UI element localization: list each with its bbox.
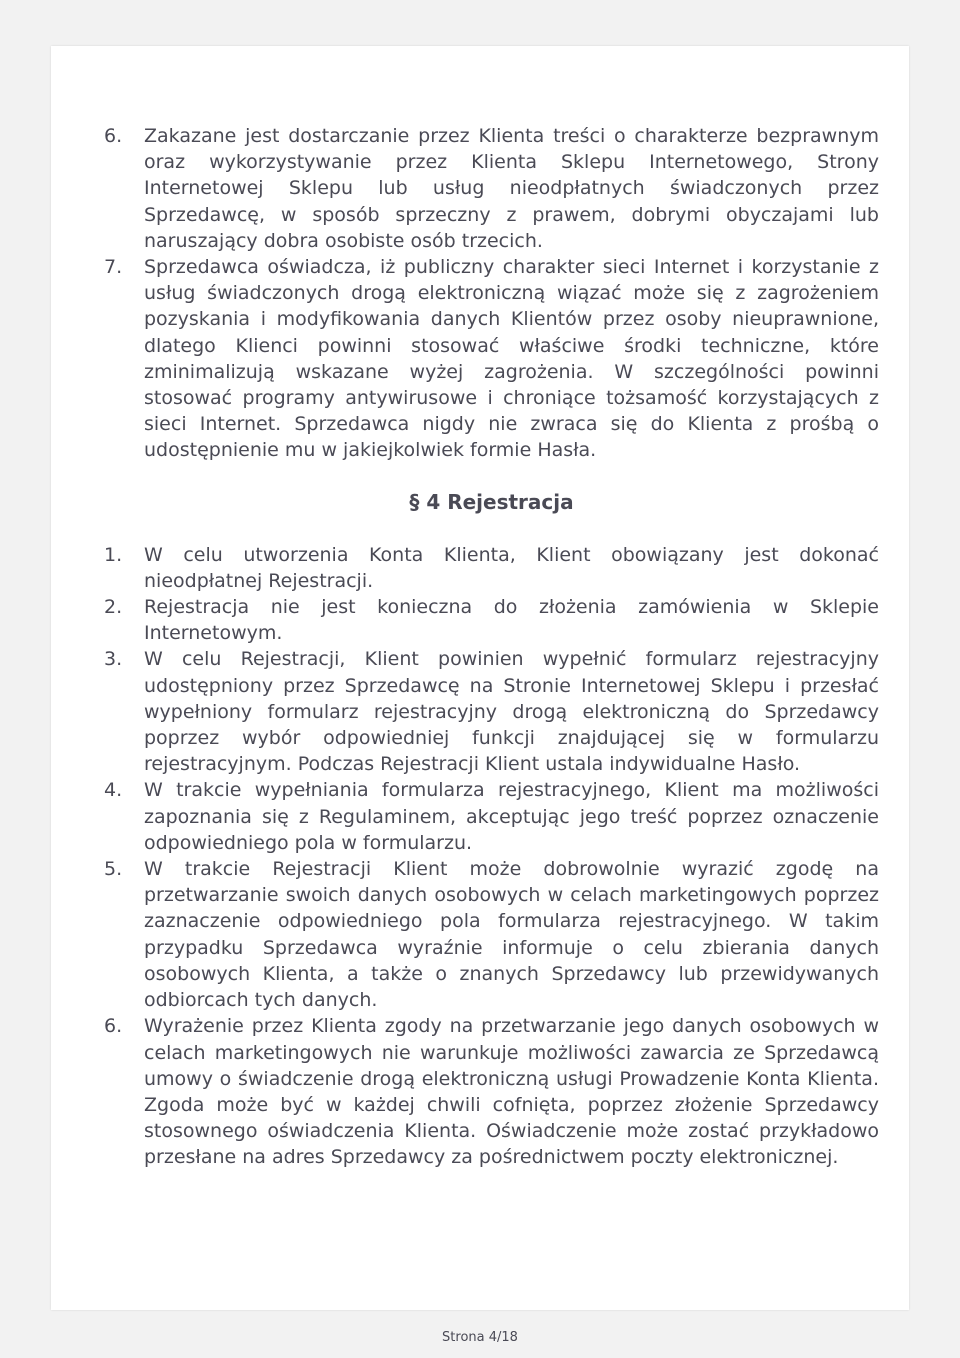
item-text: Sprzedawca oświadcza, iż publiczny charakter sieci Internet i korzystanie z usług świadczonych drogą elektroniczną wiązać może się z zagrożeniem pozyskania i modyfikowania danych Klientów przez osoby nieuprawnione, dlatego Klienci powinni stosować właściwe środki techniczne, które zminimalizują wskazane wyżej zagrożenia. W szczególności powinni stosować programy antywirusowe i chroniące tożsamość korzystających z sieci Internet. Sprzedawca nigdy nie zwraca się do Klienta z prośbą o udostępnienie mu w jakiejkolwiek formie Hasła. bbox=[144, 256, 879, 462]
section-heading: § 4 Rejestracja bbox=[409, 489, 574, 514]
item-text: W trakcie Rejestracji Klient może dobrowolnie wyrazić zgodę na przetwarzanie swoich danych osobowych w celach marketingowych poprzez zaznaczenie odpowiedniego pola formularza rejestracyjnego. W takim przypadku Sprzedawca wyraźnie informuje o celu zbierania danych osobowych Klienta, a także o znanych Sprzedawcy lub przewidywanych odbiorcach tych danych. bbox=[144, 858, 879, 1012]
list-item bbox=[104, 777, 879, 856]
item-number: 7. bbox=[104, 256, 123, 279]
list-item bbox=[104, 254, 879, 464]
item-number: 5. bbox=[104, 858, 123, 881]
item-text: Wyrażenie przez Klienta zgody na przetwarzanie jego danych osobowych w celach marketingowych nie warunkuje możliwości zawarcia ze Sprzedawcą umowy o świadczenie drogą elektroniczną usługi Prowadzenie Konta Klienta. Zgoda może być w każdej chwili cofnięta, poprzez złożenie Sprzedawcy stosownego oświadczenia Klienta. Oświadczenie może zostać przykładowo przesłane na adres Sprzedawcy za pośrednictwem poczty elektronicznej. bbox=[144, 1015, 879, 1169]
list-item bbox=[104, 594, 879, 646]
list-item bbox=[104, 856, 879, 1013]
list-item bbox=[104, 542, 879, 594]
list-item bbox=[104, 1013, 879, 1170]
item-text: W celu Rejestracji, Klient powinien wypełnić formularz rejestracyjny udostępniony przez Sprzedawcę na Stronie Internetowej Sklepu i przesłać wypełniony formularz rejestracyjny drogą elektroniczną do Sprzedawcy poprzez wybór odpowiedniej funkcji znajdującej się w formularzu rejestracyjnym. Podczas Rejestracji Klient ustala indywidualne Hasło. bbox=[144, 648, 879, 776]
item-text: W celu utworzenia Konta Klienta, Klient obowiązany jest dokonać nieodpłatnej Rejestracji. bbox=[144, 543, 879, 592]
page-content bbox=[104, 123, 879, 1171]
item-number: 3. bbox=[104, 648, 123, 671]
item-number: 6. bbox=[104, 125, 123, 147]
item-number: 4. bbox=[104, 779, 123, 802]
item-text: W trakcie wypełniania formularza rejestracyjnego, Klient ma możliwości zapoznania się z Regulaminem, akceptując jego treść poprzez oznaczenie odpowiedniego pola w formularzu. bbox=[144, 779, 879, 854]
item-number: 1. bbox=[104, 543, 123, 566]
item-text: Zakazane jest dostarczanie przez Klienta treści o charakterze bezprawnym oraz wykorzystywanie przez Klienta Sklepu Internetowego, Strony Internetowej Sklepu lub usług nieodpłatnych świadczonych przez Sprzedawcę, w sposób sprzeczny z prawem, dobrymi obyczajami lub naruszający dobra osobiste osób trzecich. bbox=[144, 125, 879, 252]
item-number: 2. bbox=[104, 596, 123, 619]
list-item bbox=[104, 123, 879, 254]
item-number: 6. bbox=[104, 1015, 123, 1038]
document-page bbox=[51, 46, 909, 1310]
page-number-footer: Strona 4/18 bbox=[442, 1330, 518, 1345]
item-text: Rejestracja nie jest konieczna do złożenia zamówienia w Sklepie Internetowym. bbox=[144, 596, 879, 645]
list-item bbox=[104, 646, 879, 777]
